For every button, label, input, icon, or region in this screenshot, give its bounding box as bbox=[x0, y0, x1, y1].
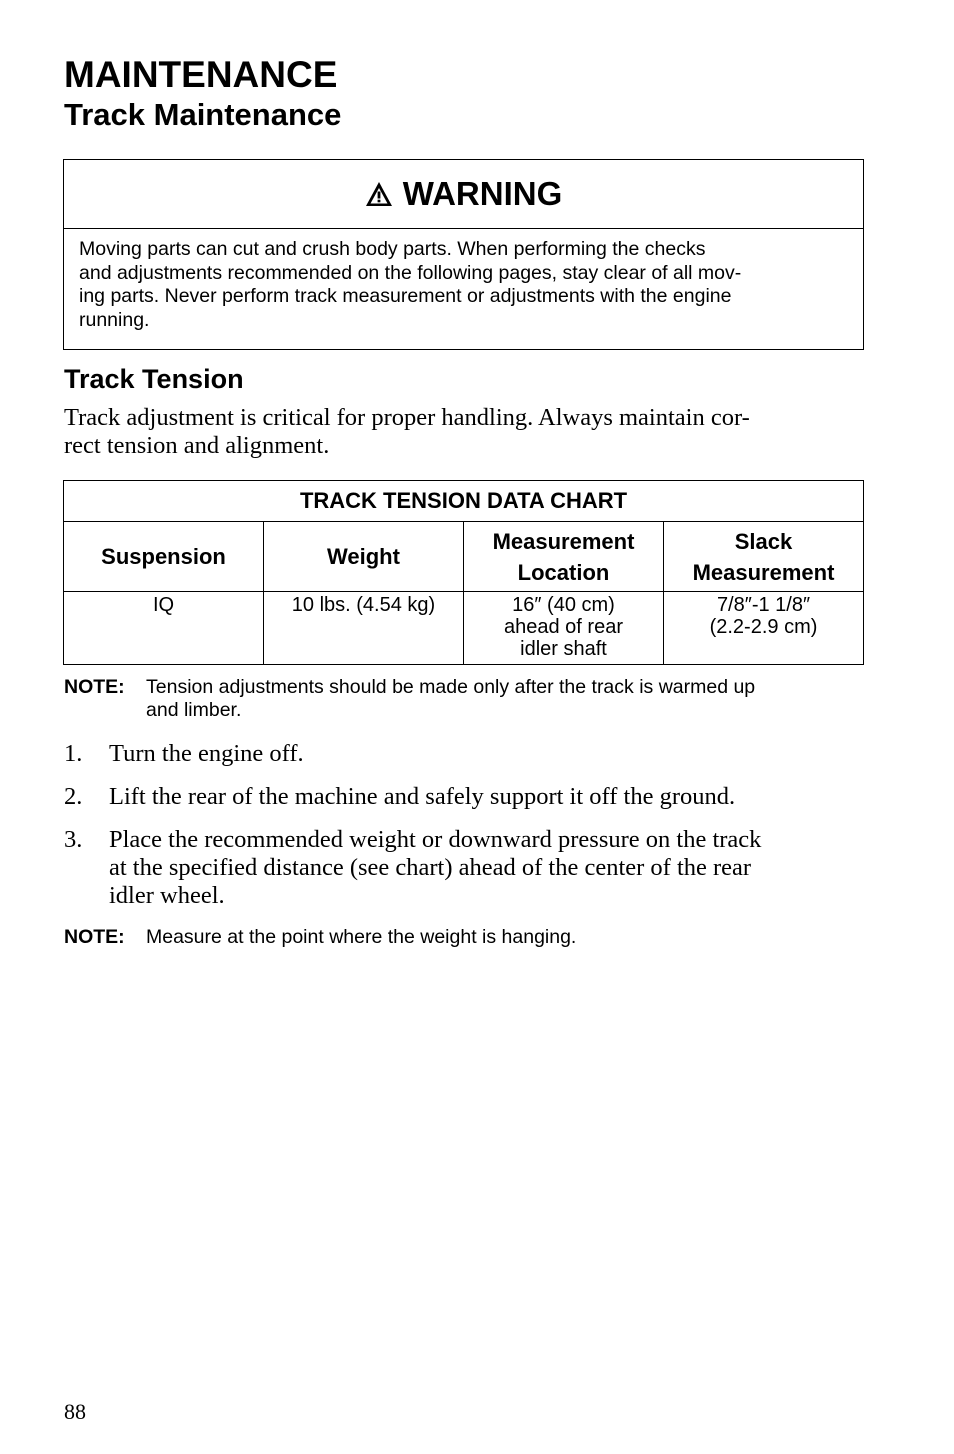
step-item bbox=[64, 826, 864, 910]
warning-line: Moving parts can cut and crush body parts. When performing the checks bbox=[79, 238, 706, 260]
header-weight: Weight bbox=[264, 522, 464, 592]
step-item bbox=[64, 740, 864, 768]
step-number: 1. bbox=[64, 740, 83, 767]
note-label: NOTE: bbox=[64, 676, 125, 698]
table-title: TRACK TENSION DATA CHART bbox=[64, 481, 864, 522]
note-text bbox=[146, 676, 755, 722]
step-line: Place the recommended weight or downward pressure on the track bbox=[109, 826, 762, 853]
note-line: Tension adjustments should be made only after the track is warmed up bbox=[146, 676, 756, 698]
cell-line: 16″ (40 cm) bbox=[512, 594, 615, 616]
cell-suspension: IQ bbox=[64, 592, 264, 665]
step-text bbox=[109, 740, 304, 768]
warning-text bbox=[64, 229, 863, 332]
cell-measurement-location bbox=[464, 592, 664, 665]
note-label: NOTE: bbox=[64, 926, 125, 948]
step-text bbox=[109, 826, 761, 910]
step-text bbox=[109, 783, 735, 811]
step-line: at the specified distance (see chart) ahead of the center of the rear bbox=[109, 854, 752, 881]
cell-weight: 10 lbs. (4.54 kg) bbox=[264, 592, 464, 665]
section-title: Track Tension bbox=[64, 364, 244, 394]
step-line: idler wheel. bbox=[109, 882, 225, 909]
header-line: Slack bbox=[734, 528, 793, 554]
header-line: Location bbox=[517, 559, 610, 585]
header-suspension: Suspension bbox=[64, 522, 264, 592]
page-number: 88 bbox=[64, 1399, 86, 1424]
intro-line: Track adjustment is critical for proper handling. Always maintain cor- bbox=[64, 404, 750, 431]
note-line: and limber. bbox=[146, 699, 242, 721]
header-slack-measurement bbox=[664, 522, 864, 592]
note-measure bbox=[64, 926, 864, 949]
step-line: Turn the engine off. bbox=[109, 740, 304, 767]
table-row bbox=[64, 592, 864, 665]
cell-slack-measurement bbox=[664, 592, 864, 665]
track-tension-table bbox=[63, 480, 864, 665]
cell-line: ahead of rear bbox=[504, 616, 623, 638]
warning-line: and adjustments recommended on the following pages, stay clear of all mov- bbox=[79, 261, 742, 284]
warning-line: running. bbox=[79, 308, 150, 331]
page-subtitle: Track Maintenance bbox=[64, 97, 342, 132]
note-text: Measure at the point where the weight is hanging. bbox=[146, 926, 577, 948]
warning-title: WARNING bbox=[402, 175, 563, 212]
header-line: Measurement bbox=[692, 559, 835, 585]
warning-header bbox=[64, 160, 863, 229]
note-tension bbox=[64, 676, 864, 722]
step-item bbox=[64, 783, 864, 811]
cell-line: 7/8″-1 1/8″ bbox=[716, 594, 811, 616]
step-line: Lift the rear of the machine and safely support it off the ground. bbox=[109, 783, 736, 810]
cell-line: (2.2-2.9 cm) bbox=[709, 616, 818, 638]
cell-line: idler shaft bbox=[520, 638, 607, 660]
page-title: MAINTENANCE bbox=[64, 54, 338, 95]
step-number: 2. bbox=[64, 783, 83, 810]
header-line: Measurement bbox=[492, 528, 635, 554]
step-number: 3. bbox=[64, 826, 83, 853]
section-intro bbox=[64, 404, 864, 460]
warning-line: ing parts. Never perform track measurement or adjustments with the engine bbox=[79, 285, 732, 307]
intro-line: rect tension and alignment. bbox=[64, 432, 330, 459]
warning-box bbox=[63, 159, 864, 350]
header-measurement-location bbox=[464, 522, 664, 592]
warning-triangle-icon bbox=[365, 181, 393, 207]
